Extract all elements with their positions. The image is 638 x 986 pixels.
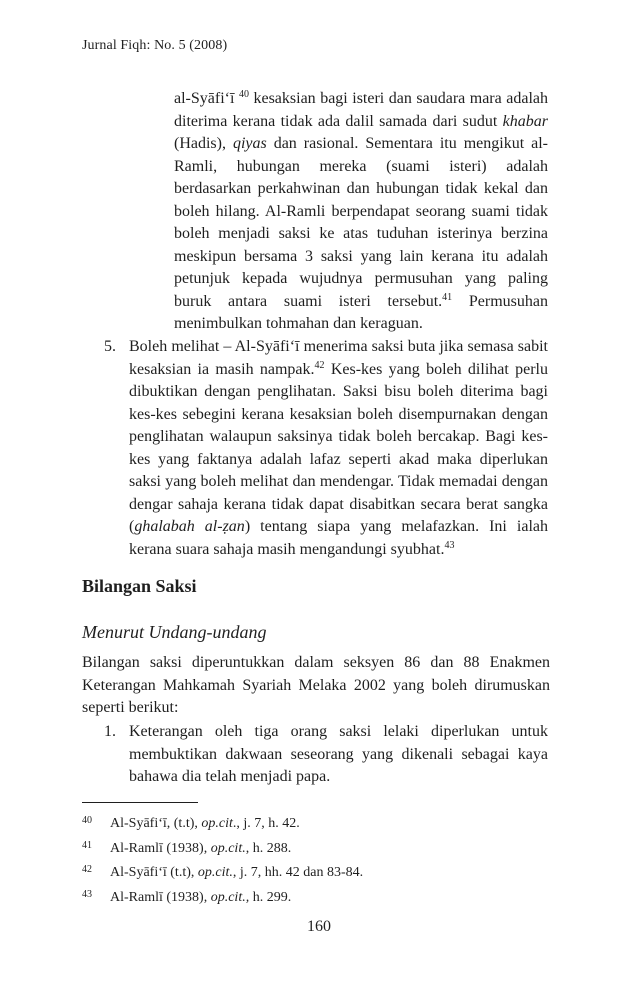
footnote-number: 43 xyxy=(82,888,92,900)
list-item-5 xyxy=(129,336,548,561)
list-item-text: Boleh melihat – Al-Syāfi‘ī menerima saksi buta jika semasa sabit kesaksian ia masih nampak. xyxy=(129,338,548,378)
footnote-number: 41 xyxy=(82,839,92,851)
footnote-number: 40 xyxy=(82,815,92,826)
page-number: 160 xyxy=(307,918,331,935)
footnote-ref-41[interactable]: 41 xyxy=(442,291,453,303)
italic-term-ghalabah: ghalabah al-ẓan xyxy=(134,518,245,535)
footnote-ref-43[interactable]: 43 xyxy=(444,539,455,551)
block-quote-text: (Hadis), xyxy=(174,135,233,152)
footnote-43 xyxy=(82,886,550,911)
italic-term-qiyas: qiyas xyxy=(232,135,267,152)
footnotes xyxy=(82,812,550,910)
footnote-41 xyxy=(82,837,550,862)
footnote-ref-40[interactable]: 40 xyxy=(238,89,249,100)
list-item-text: ) tentang siapa yang melafazkan. Ini ialah kerana suara sahaja masih mengandungi syubhat. xyxy=(129,518,548,558)
block-quote-text: Permusuhan menimbulkan tohmahan dan keraguan. xyxy=(174,292,548,332)
running-head: Jurnal Fiqh: No. 5 (2008) xyxy=(82,38,228,53)
list-item-1: Keterangan oleh tiga orang saksi lelaki diperlukan untuk membuktikan dakwaan seseorang yang dikenali sebagai kaya bahawa dia telah menjadi papa. xyxy=(129,723,548,785)
block-quote-text: dan rasional. Sementara itu mengikut al-Ramli, hubungan mereka (suami isteri) adalah berdasarkan perkahwinan dan hubungan tidak kekal dan boleh hilang. Al-Ramli berpendapat seorang suami tidak boleh menjadi saksi ke atas tuduhan isterinya berzina meskipun bersama 3 saksi yang lain kerana itu adalah petunjuk kepada wujudnya permusuhan yang paling buruk antara suami isteri tersebut. xyxy=(174,135,548,310)
block-quote-paragraph xyxy=(174,88,548,336)
footnote-number: 42 xyxy=(82,864,92,875)
intro-paragraph: Bilangan saksi diperuntukkan dalam seksyen 86 dan 88 Enakmen Keterangan Mahkamah Syariah Melaka 2002 yang boleh dirumuskan seperti berikut: xyxy=(82,654,550,716)
footnote-text: Al-Syāfi‘ī (t.t), op.cit., j. 7, hh. 42 dan 83-84. xyxy=(110,865,364,880)
footnote-ref-42[interactable]: 42 xyxy=(314,359,325,371)
italic-term-khabar: khabar xyxy=(502,112,548,130)
subsection-heading: Menurut Undang-undang xyxy=(82,622,267,642)
block-quote-text: kesaksian bagi isteri dan saudara mara adalah diterima kerana tidak ada dalil samada dari sudut xyxy=(174,90,549,130)
section-heading: Bilangan Saksi xyxy=(82,576,197,596)
block-quote-text: al-Syāfi‘ī xyxy=(174,90,239,107)
footnote-text: Al-Ramlī (1938), op.cit., h. 299. xyxy=(110,889,292,905)
footnote-divider xyxy=(82,802,198,803)
footnote-42 xyxy=(82,861,550,886)
list-number-1: 1. xyxy=(104,723,116,740)
footnote-text: Al-Ramlī (1938), op.cit., h. 288. xyxy=(110,840,292,856)
footnote-40 xyxy=(82,812,550,837)
list-number-5: 5. xyxy=(104,338,116,355)
footnote-text: Al-Syāfi‘ī, (t.t), op.cit., j. 7, h. 42. xyxy=(110,816,300,831)
list-item-text: Kes-kes yang boleh dilihat perlu dibuktikan dengan penglihatan. Saksi bisu boleh diterima bagi kes-kes sebegini kerana kesaksian boleh disempurnakan dengan penglihatan walaupun saksinya tidak boleh bercakap. Bagi kes-kes yang faktanya adalah lafaz seperti akad maka diperlukan saksi yang boleh melihat dan mendengar. Tidak memadai dengan dengar sahaja kerana tidak dapat disabitkan secara berat sangka ( xyxy=(129,360,548,535)
